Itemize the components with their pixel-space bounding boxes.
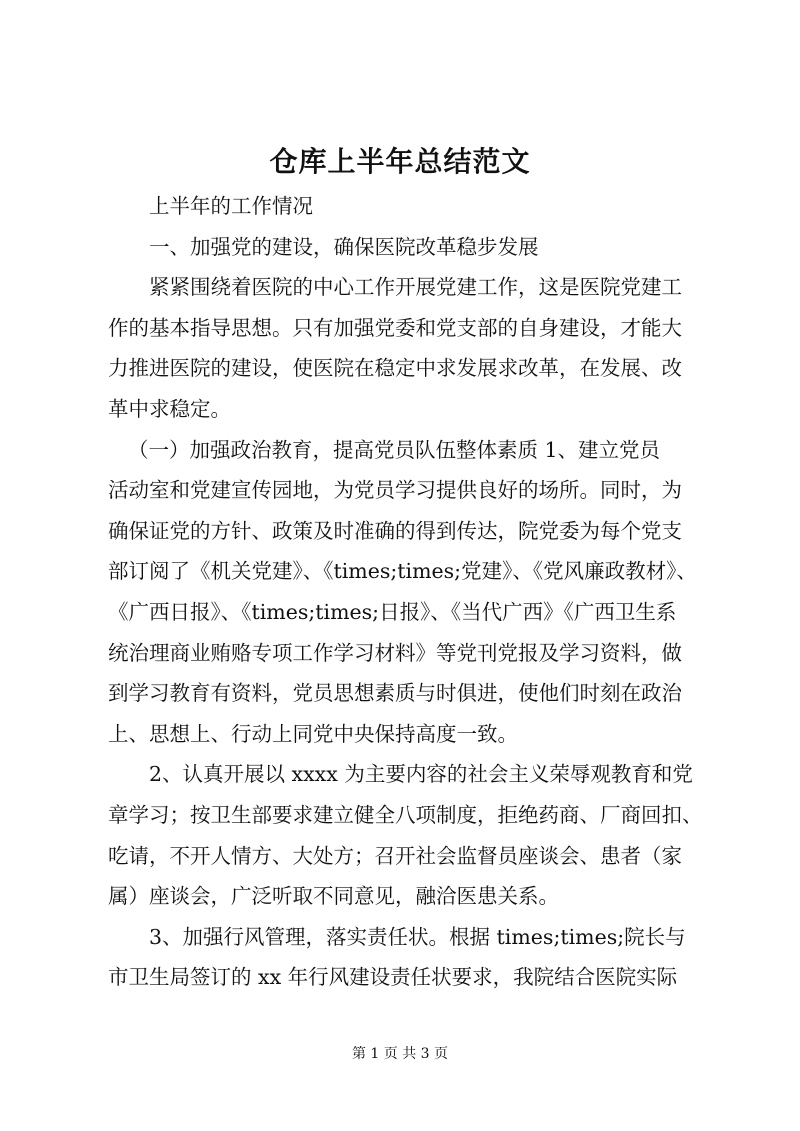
page-title: 仓库上半年总结范文 bbox=[269, 145, 531, 178]
paragraph-line: 上、思想上、行动上同党中央保持高度一致。 bbox=[108, 721, 518, 746]
paragraph-line: 革中求稳定。 bbox=[108, 396, 231, 421]
paragraph-line: 活动室和党建宣传园地，为党员学习提供良好的场所。同时，为 bbox=[108, 478, 682, 503]
paragraph-line: 部订阅了《机关党建》、《times;times;党建》、《党风廉政教材》、 bbox=[108, 559, 697, 584]
paragraph-line: 吃请，不开人情方、大处方；召开社会监督员座谈会、患者（家 bbox=[108, 843, 682, 868]
paragraph-line: 力推进医院的建设，使医院在稳定中求发展求改革，在发展、改 bbox=[108, 356, 682, 381]
paragraph-line: 章学习；按卫生部要求建立健全八项制度，拒绝药商、厂商回扣、 bbox=[108, 802, 703, 827]
paragraph-line: 2、认真开展以 xxxx 为主要内容的社会主义荣辱观教育和党 bbox=[149, 762, 693, 787]
paragraph-line: 市卫生局签订的 xx 年行风建设责任状要求，我院结合医院实际 bbox=[108, 965, 678, 990]
paragraph-line: 属）座谈会，广泛听取不同意见，融洽医患关系。 bbox=[108, 884, 559, 909]
section-heading: 上半年的工作情况 bbox=[149, 194, 313, 218]
paragraph-line: （一）加强政治教育，提高党员队伍整体素质 1、建立党员 bbox=[128, 437, 661, 462]
page-footer: 第 1 页 共 3 页 bbox=[351, 1046, 449, 1062]
paragraph-line: 3、加强行风管理，落实责任状。根据 times;times;院长与 bbox=[149, 924, 686, 949]
paragraph-line: 作的基本指导思想。只有加强党委和党支部的自身建设，才能大 bbox=[108, 315, 682, 340]
paragraph-line: 《广西日报》、《times;times;日报》、《当代广西》《广西卫生系 bbox=[108, 599, 677, 624]
section-heading: 一、加强党的建设，确保医院改革稳步发展 bbox=[149, 234, 539, 259]
paragraph-line: 确保证党的方针、政策及时准确的得到传达，院党委为每个党支 bbox=[108, 518, 682, 543]
paragraph-line: 到学习教育有资料，党员思想素质与时俱进，使他们时刻在政治 bbox=[108, 681, 682, 706]
paragraph-line: 统治理商业贿赂专项工作学习材料》等党刊党报及学习资料，做 bbox=[108, 640, 682, 665]
paragraph-line: 紧紧围绕着医院的中心工作开展党建工作，这是医院党建工 bbox=[149, 275, 682, 300]
document-body bbox=[108, 186, 703, 998]
